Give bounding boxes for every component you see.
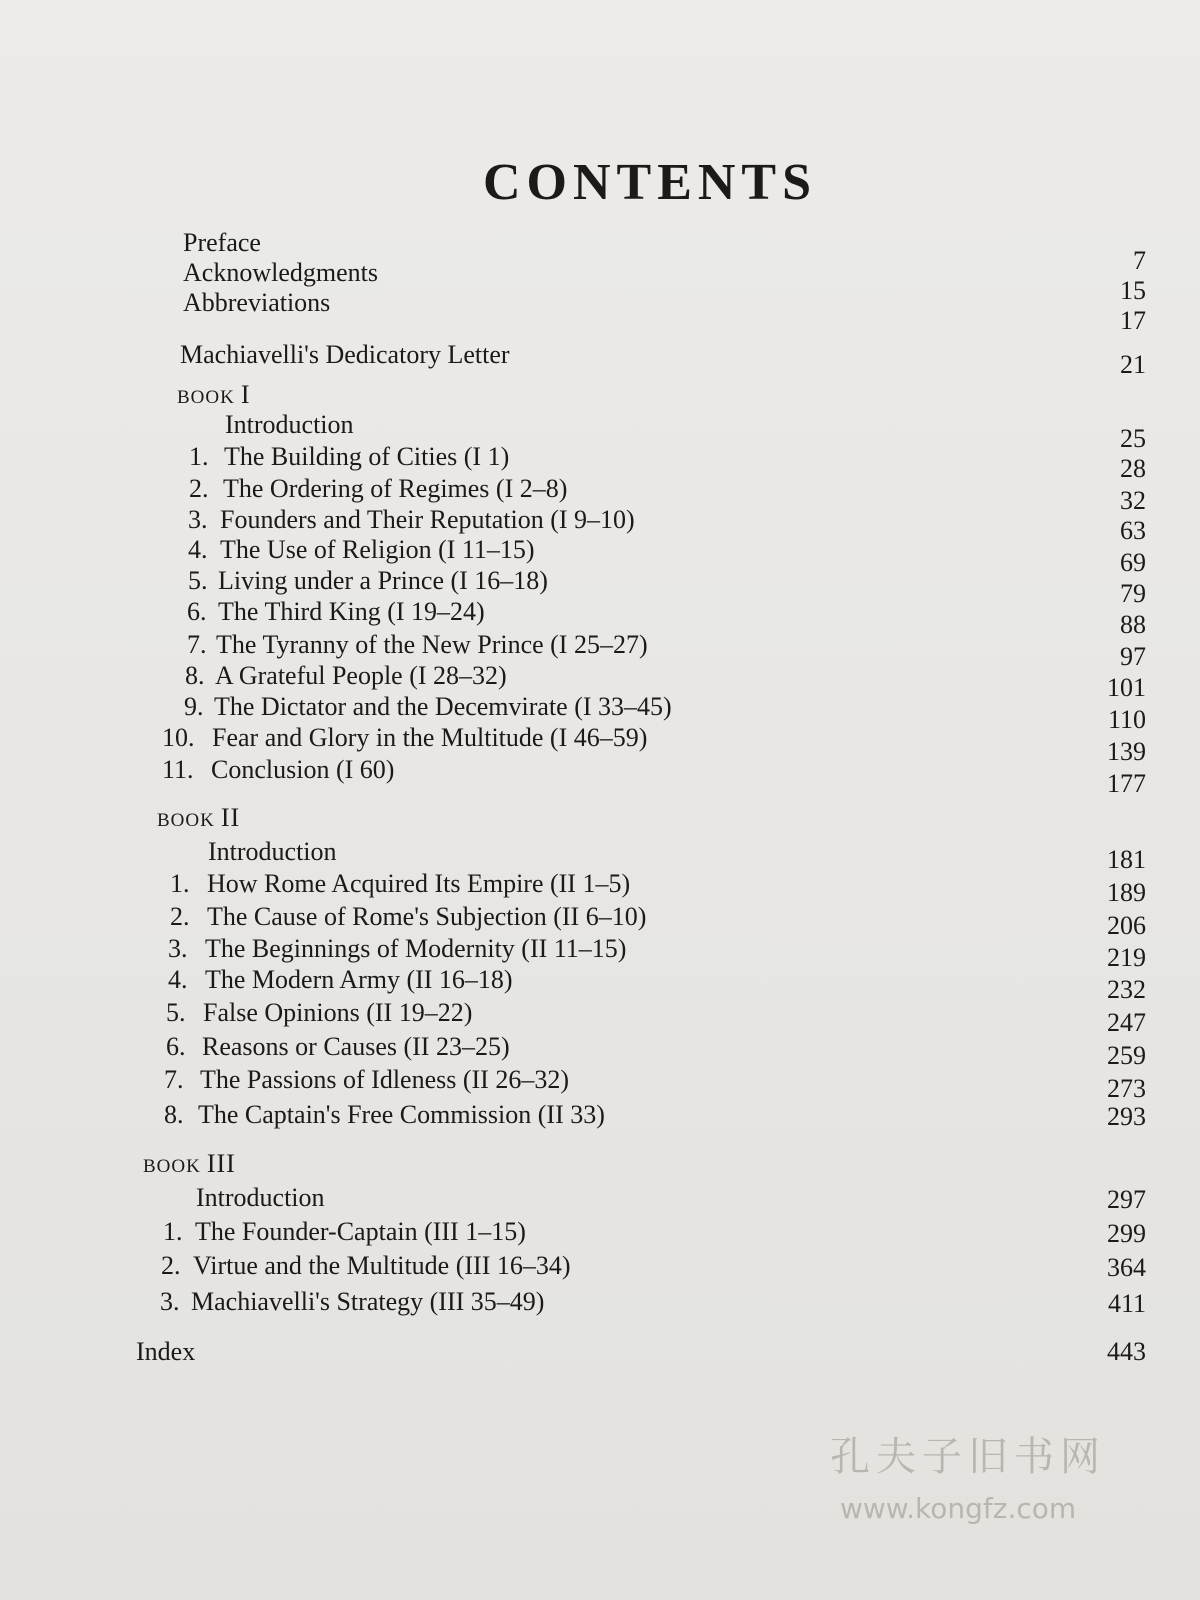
entry-page: 88 bbox=[1120, 610, 1146, 639]
watermark bbox=[830, 1425, 1106, 1525]
entry-title: Introduction bbox=[208, 837, 337, 866]
entry-title: Abbreviations bbox=[183, 288, 331, 317]
entry-title: False Opinions (II 19–22) bbox=[203, 998, 473, 1027]
book-1-heading bbox=[177, 380, 251, 410]
entry-title: Introduction bbox=[196, 1183, 325, 1212]
entry-title: The Modern Army (II 16–18) bbox=[205, 965, 513, 994]
entry-title: Introduction bbox=[225, 410, 354, 439]
page-number-acknowledgments: 15 bbox=[1120, 276, 1146, 305]
entry-title: Living under a Prince (I 16–18) bbox=[218, 566, 548, 595]
entry-number: 7. bbox=[187, 630, 207, 659]
entry-title: The Cause of Rome's Subjection (II 6–10) bbox=[207, 902, 647, 931]
entry-title: The Ordering of Regimes (I 2–8) bbox=[223, 474, 568, 503]
entry-number: 1. bbox=[163, 1217, 183, 1246]
entry-number: 3. bbox=[168, 934, 188, 963]
entry-title: Machiavelli's Dedicatory Letter bbox=[180, 340, 510, 369]
entry-page: 443 bbox=[1107, 1337, 1146, 1366]
entry-title: The Passions of Idleness (II 26–32) bbox=[200, 1065, 569, 1094]
book-label: BOOK bbox=[177, 387, 235, 408]
toc-entry bbox=[0, 474, 1200, 515]
page-number-preface: 7 bbox=[1133, 246, 1146, 275]
entry-number: 2. bbox=[189, 474, 209, 503]
toc-entry-index bbox=[0, 1337, 1200, 1367]
entry-page: 110 bbox=[1107, 705, 1146, 734]
entry-number: 9. bbox=[184, 692, 204, 721]
toc-entry bbox=[0, 1287, 1200, 1317]
entry-number: 5. bbox=[188, 566, 208, 595]
entry-page: 177 bbox=[1107, 769, 1146, 798]
toc-entry bbox=[0, 1065, 1200, 1103]
entry-page: 247 bbox=[1107, 1008, 1146, 1037]
entry-page: 101 bbox=[1107, 673, 1146, 702]
entry-number: 2. bbox=[170, 902, 190, 931]
entry-page: 364 bbox=[1107, 1253, 1146, 1282]
book-label: BOOK bbox=[157, 810, 215, 831]
entry-page: 411 bbox=[1107, 1289, 1146, 1318]
watermark-text: 孔夫子旧书网 bbox=[830, 1434, 1106, 1480]
entry-title: The Building of Cities (I 1) bbox=[224, 442, 510, 471]
entry-number: 11. bbox=[162, 755, 194, 784]
entry-title: Reasons or Causes (II 23–25) bbox=[202, 1032, 510, 1061]
entry-title: Preface bbox=[183, 228, 261, 257]
page-number-dedicatory-letter: 21 bbox=[1120, 350, 1146, 379]
toc-entry bbox=[0, 869, 1200, 907]
toc-entry bbox=[0, 566, 1200, 608]
entry-number: 2. bbox=[161, 1251, 181, 1280]
entry-title: Founders and Their Reputation (I 9–10) bbox=[220, 505, 635, 534]
entry-title: Conclusion (I 60) bbox=[211, 755, 395, 784]
entry-title: Fear and Glory in the Multitude (I 46–59) bbox=[212, 723, 648, 752]
entry-number: 1. bbox=[189, 442, 209, 471]
entry-title: How Rome Acquired Its Empire (II 1–5) bbox=[207, 869, 631, 898]
toc-entry bbox=[0, 998, 1200, 1037]
book-3-heading bbox=[143, 1149, 236, 1179]
entry-title: The Tyranny of the New Prince (I 25–27) bbox=[216, 630, 648, 659]
toc-entry bbox=[0, 1251, 1200, 1281]
entry-title: The Third King (I 19–24) bbox=[218, 597, 485, 626]
toc-entry bbox=[0, 442, 1200, 483]
toc-entry bbox=[0, 755, 1200, 798]
entry-title: The Founder-Captain (III 1–15) bbox=[195, 1217, 526, 1246]
entry-title: The Captain's Free Commission (II 33) bbox=[198, 1100, 605, 1129]
toc-entry bbox=[0, 934, 1200, 972]
book-roman: I bbox=[240, 380, 251, 409]
entry-page: 28 bbox=[1120, 454, 1146, 483]
toc-entry bbox=[0, 1100, 1200, 1130]
entry-number: 5. bbox=[166, 998, 186, 1027]
toc-entry bbox=[0, 902, 1200, 940]
toc-entry bbox=[0, 535, 1200, 577]
entry-number: 1. bbox=[170, 869, 190, 898]
entry-title: Machiavelli's Strategy (III 35–49) bbox=[191, 1287, 545, 1316]
entry-number: 6. bbox=[166, 1032, 186, 1061]
entry-number: 4. bbox=[188, 535, 208, 564]
entry-number: 4. bbox=[168, 965, 188, 994]
toc-entry bbox=[0, 505, 1200, 545]
entry-title: The Dictator and the Decemvirate (I 33–45) bbox=[214, 692, 672, 721]
toc-entry bbox=[0, 692, 1200, 734]
entry-page: 293 bbox=[1107, 1102, 1146, 1131]
toc-entry bbox=[0, 1183, 1200, 1213]
entry-page: 63 bbox=[1120, 516, 1146, 545]
book-label: BOOK bbox=[143, 1156, 201, 1177]
entry-title: Index bbox=[136, 1337, 196, 1366]
entry-title: The Use of Religion (I 11–15) bbox=[220, 535, 535, 564]
toc-entry bbox=[0, 723, 1200, 766]
entry-page: 299 bbox=[1107, 1219, 1146, 1248]
entry-title: A Grateful People (I 28–32) bbox=[215, 661, 507, 690]
watermark-url: www.kongfz.com bbox=[840, 1492, 1077, 1525]
page-number-abbreviations: 17 bbox=[1120, 306, 1146, 335]
toc-entry-page: 25 bbox=[1120, 424, 1146, 453]
book-2-heading bbox=[157, 803, 240, 833]
toc-entry bbox=[0, 1217, 1200, 1247]
toc-entry-page: 181 bbox=[1107, 845, 1146, 874]
entry-page: 139 bbox=[1107, 737, 1146, 766]
entry-number: 7. bbox=[164, 1065, 184, 1094]
entry-number: 8. bbox=[164, 1100, 184, 1129]
entry-number: 3. bbox=[188, 505, 208, 534]
entry-title: The Beginnings of Modernity (II 11–15) bbox=[205, 934, 627, 963]
toc-entry bbox=[0, 661, 1200, 702]
toc-entry bbox=[0, 630, 1200, 671]
entry-page: 273 bbox=[1107, 1074, 1146, 1103]
entry-number: 3. bbox=[160, 1287, 180, 1316]
entry-page: 232 bbox=[1107, 975, 1146, 1004]
book-roman: III bbox=[206, 1149, 236, 1178]
page-title: CONTENTS bbox=[482, 153, 818, 211]
book-roman: II bbox=[220, 803, 241, 832]
entry-number: 10. bbox=[162, 723, 195, 752]
entry-page: 79 bbox=[1120, 579, 1146, 608]
entry-number: 6. bbox=[187, 597, 207, 626]
entry-page: 206 bbox=[1107, 911, 1146, 940]
entry-page: 189 bbox=[1107, 878, 1146, 907]
entry-number: 8. bbox=[185, 661, 205, 690]
entry-page: 297 bbox=[1107, 1185, 1146, 1214]
entry-page: 97 bbox=[1120, 642, 1146, 671]
entry-page: 32 bbox=[1120, 486, 1146, 515]
entry-title: Acknowledgments bbox=[183, 258, 378, 287]
toc-entry bbox=[0, 1032, 1200, 1070]
entry-title: Virtue and the Multitude (III 16–34) bbox=[193, 1251, 571, 1280]
toc-entry bbox=[0, 965, 1200, 1004]
entry-page: 69 bbox=[1120, 548, 1146, 577]
entry-page: 259 bbox=[1107, 1041, 1146, 1070]
entry-page: 219 bbox=[1107, 943, 1146, 972]
toc-entry bbox=[0, 597, 1200, 639]
